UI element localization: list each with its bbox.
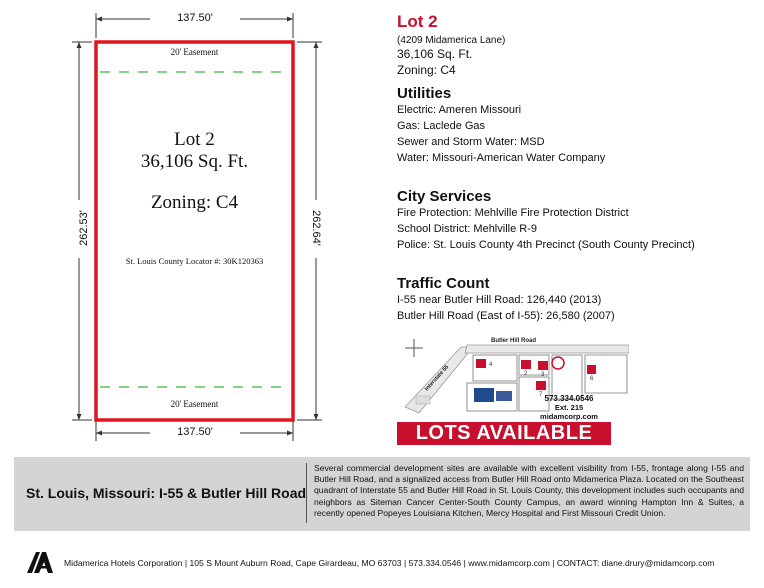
lot-marker [538, 361, 548, 370]
lot-marker [521, 360, 531, 369]
footer-phone: 573.334.0546 [408, 558, 462, 568]
lots-available-text: LOTS AVAILABLE [415, 422, 593, 444]
lot-boundary [96, 42, 293, 420]
lot-marker [536, 381, 546, 390]
plat-locator: St. Louis County Locator #: 30K120363 [125, 256, 264, 266]
lots-available-banner [397, 422, 611, 445]
utility-item: Water: Missouri-American Water Company [397, 152, 606, 164]
hampton-inn-icon [474, 388, 494, 402]
lot-number: 7 [539, 392, 543, 398]
lot-number: 4 [489, 362, 493, 368]
traffic-count-list [397, 292, 615, 324]
lot-marker [587, 365, 596, 374]
butler-hill-road [465, 345, 629, 353]
midamerica-logo-icon [25, 549, 55, 575]
butler-hill-road-label: Butler Hill Road [491, 338, 537, 344]
lot-number: 3 [541, 372, 545, 378]
lot-area: 36,106 Sq. Ft. [397, 47, 473, 61]
utility-item: Electric: Ameren Missouri [397, 104, 522, 116]
lot-number: 2 [524, 371, 528, 377]
plat-lot-title: Lot 2 [174, 129, 215, 150]
lot-address: (4209 Midamerica Lane) [397, 35, 506, 46]
city-services-list [397, 205, 695, 253]
utilities-heading: Utilities [397, 85, 452, 102]
bottom-easement-label: 20' Easement [170, 399, 219, 409]
top-dimension-label: 137.50' [177, 12, 213, 24]
lot-marker [476, 359, 486, 368]
utility-item: Gas: Laclede Gas [397, 120, 486, 132]
lot-plat-drawing [0, 0, 380, 455]
building-icon [496, 391, 512, 401]
lot-zoning: Zoning: C4 [397, 63, 456, 77]
site-map-thumbnail [397, 333, 629, 421]
location-title: St. Louis, Missouri: I-55 & Butler Hill Road [26, 485, 307, 501]
map-website: midamcorp.com [540, 412, 598, 421]
lot-heading: Lot 2 [397, 12, 438, 31]
development-description: Several commercial development sites are available with excellent visibility from I-55, frontage along I-55 and Butler Hill Road, and a signalized access from Butler Hill Road onto Midamerica Plaza. Located on the Southeast quadrant of Interstate 55 and Butler Hill Road in St. Louis County, this development includes such occupants and neighbors as Siteman Cancer Center-South County Campus, an award winning Hampton Inn & Suites, a recently opened Popeyes Louisiana Kitchen, Mercy Hospital and First Missouri Credit Union. [314, 463, 744, 518]
traffic-count-item: Butler Hill Road (East of I-55): 26,580 (2007) [397, 310, 615, 322]
interstate-label: Interstate 55 [424, 364, 451, 393]
footer-company: Midamerica Hotels Corporation [64, 558, 183, 568]
band-divider [306, 463, 307, 523]
plat-lot-area: 36,106 Sq. Ft. [140, 151, 249, 172]
left-dimension-label: 262.53' [78, 210, 90, 246]
bottom-dimension-label: 137.50' [177, 426, 213, 438]
city-service-item: Police: St. Louis County 4th Precinct (South County Precinct) [397, 239, 695, 251]
lot-number: 6 [590, 376, 594, 382]
city-service-item: School District: Mehlville R-9 [397, 223, 537, 235]
utility-item: Sewer and Storm Water: MSD [397, 136, 545, 148]
utilities-list [397, 102, 605, 166]
plat-zoning: Zoning: C4 [150, 192, 239, 213]
footer-website[interactable]: www.midamcorp.com [468, 558, 550, 568]
map-phone: 573.334.0546 [544, 394, 594, 403]
top-easement-label: 20' Easement [170, 47, 219, 57]
right-dimension-label: 262.64' [310, 210, 322, 246]
footer-address: 105 S Mount Auburn Road, Cape Girardeau, MO 63703 [189, 558, 402, 568]
city-services-heading: City Services [397, 188, 492, 205]
map-ext: Ext. 215 [554, 403, 584, 412]
traffic-count-item: I-55 near Butler Hill Road: 126,440 (2013) [397, 294, 602, 306]
traffic-count-heading: Traffic Count [397, 275, 490, 292]
footer-contact: Midamerica Hotels Corporation | 105 S Mount Auburn Road, Cape Girardeau, MO 63703 | 573.334.0546 | www.midamcorp.com | CONTACT: diane.drury@midamcorp.com [64, 558, 715, 568]
footer-email[interactable]: CONTACT: diane.drury@midamcorp.com [556, 558, 715, 568]
city-service-item: Fire Protection: Mehlville Fire Protection District [397, 207, 629, 219]
mercy-icon [416, 396, 430, 404]
